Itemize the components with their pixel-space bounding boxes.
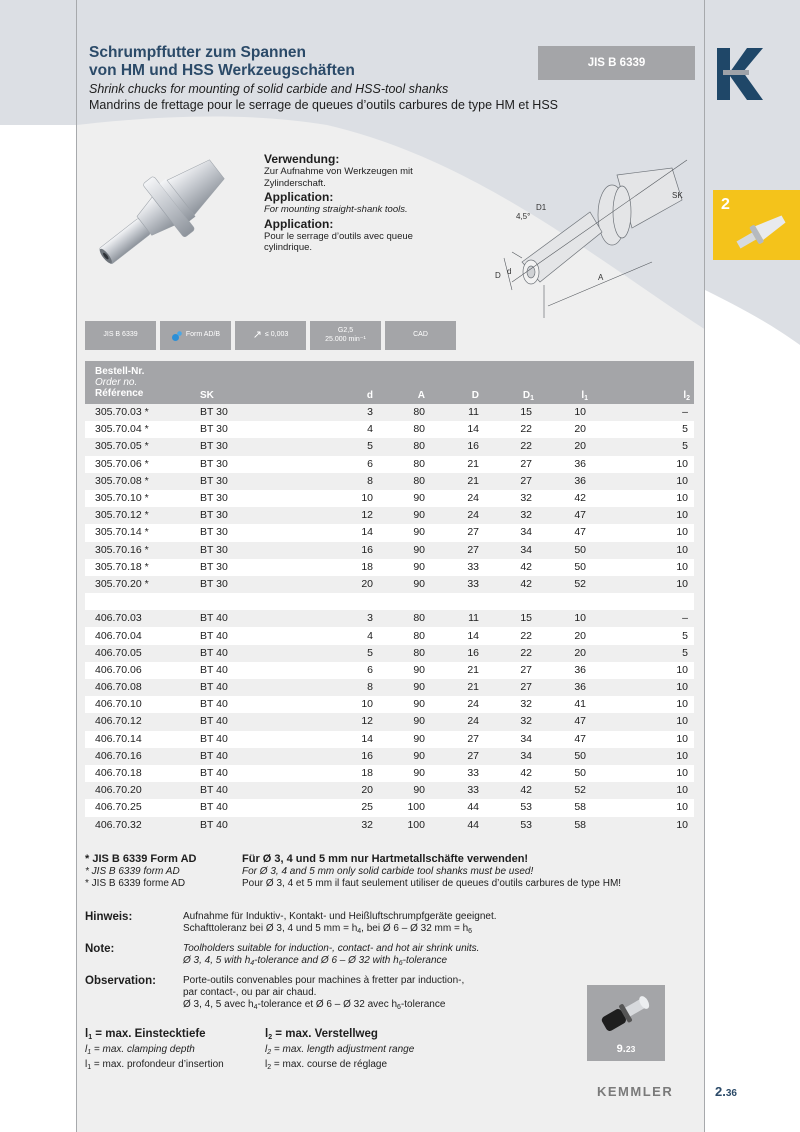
usage-heading-en: Application: (264, 190, 334, 204)
svg-text:SK: SK (672, 191, 683, 200)
note-de-text: Aufnahme für Induktiv-, Kontakt- und Heißluftschrumpfgeräte geeignet. Schafttoleranz bei Ø 3, 4 und 5 mm = $h_4$, bei Ø 6 – Ø 32 mm = $h_6$ (183, 911, 497, 935)
note-fr (85, 975, 565, 1014)
catalog-page (76, 0, 705, 1132)
reference-page: 9.23 (616, 1043, 636, 1055)
spec-chip-balance (310, 321, 381, 350)
header-order-fr: Référence (95, 388, 144, 399)
title-english: Shrink chucks for mounting of solid carbide and HSS-tool shanks (89, 82, 449, 96)
table-row: 406.70.12 BT 40 12 90 24 32 47 10 (85, 713, 694, 730)
table-row: 305.70.06 * BT 30 6 80 21 27 36 10 (85, 456, 694, 473)
usage-description (264, 152, 454, 255)
footnote-en-left: * JIS B 6339 form AD (85, 866, 180, 877)
spec-chip-standard (85, 321, 156, 350)
standard-badge: JIS B 6339 (538, 46, 695, 80)
header-d: d (366, 390, 373, 401)
footnote-fr-left: * JIS B 6339 forme AD (85, 878, 186, 889)
header-l2: $l_2$ (683, 390, 690, 402)
footnote-en-right: For Ø 3, 4 and 5 mm only solid carbide tool shanks must be used! (242, 866, 534, 877)
spec-runout-label: ≤ 0,003 (264, 331, 289, 339)
table-row: 406.70.14 BT 40 14 90 27 34 47 10 (85, 731, 694, 748)
spec-chip-cad[interactable] (385, 321, 456, 350)
runout-arrow-icon: ↗ (252, 329, 262, 342)
page-number: 2.36 (715, 1084, 737, 1099)
chapter-chuck-icon (731, 212, 791, 252)
pull-stud-icon (587, 985, 665, 1037)
table-row: 406.70.25 BT 40 25 100 44 53 58 10 (85, 799, 694, 816)
note-en (85, 943, 565, 970)
table-row: 406.70.32 BT 40 32 100 44 53 58 10 (85, 817, 694, 834)
specification-bar (85, 321, 456, 350)
header-order-no (95, 366, 144, 399)
table-row: 305.70.05 * BT 30 5 80 16 22 20 5 (85, 438, 694, 455)
brand-name: KEMMLER (597, 1084, 674, 1099)
left-margin (0, 0, 76, 1132)
table-body-bt40 (85, 610, 694, 833)
svg-text:D1: D1 (536, 203, 547, 212)
svg-text:d: d (507, 267, 512, 276)
technical-drawing (482, 150, 697, 320)
footnote-de-left: * JIS B 6339 Form AD (85, 853, 197, 865)
shrink-chuck-photo (85, 150, 235, 280)
spec-chip-runout (235, 321, 306, 350)
title-german-line2: von HM und HSS Werkzeugschäften (89, 62, 355, 79)
svg-text:4,5°: 4,5° (516, 212, 531, 221)
table-row: 305.70.08 * BT 30 8 80 21 27 36 10 (85, 473, 694, 490)
notes-section (85, 911, 565, 1019)
header-order-en: Order no. (95, 377, 138, 388)
header-order-de: Bestell-Nr. (95, 366, 145, 377)
pull-stud-reference[interactable] (587, 985, 665, 1061)
spec-standard-label: JIS B 6339 (103, 331, 138, 339)
product-table (85, 361, 694, 834)
table-header (85, 361, 694, 404)
footnote-fr-right: Pour Ø 3, 4 et 5 mm il faut seulement utiliser de queues d’outils carbures de type HM! (242, 878, 622, 889)
coolant-drops-icon (171, 330, 183, 342)
note-en-label: Note: (85, 943, 115, 955)
usage-heading-de: Verwendung: (264, 152, 340, 166)
table-group-spacer (85, 593, 694, 610)
side-navigation-strip (705, 0, 800, 1132)
note-fr-text: Porte-outils convenables pour machines à fretter par induction-, par contact-, ou par air chaud. Ø 3, 4, 5 avec $h_4$-tolerance et Ø 6 – Ø 32 avec $h_6$-tolerance (183, 975, 465, 1011)
page-title (89, 44, 609, 113)
footnote-de-right: Für Ø 3, 4 und 5 mm nur Hartmetallschäfte verwenden! (242, 853, 529, 865)
spec-chip-form (160, 321, 231, 350)
title-french: Mandrins de frettage pour le serrage de queues d’outils carbures de type HM et HSS (89, 98, 559, 112)
spec-balance-rpm: 25.000 min⁻¹ (325, 335, 366, 343)
legend-l2: $l_2 = \max$. Verstellweg $l_2 = \max$. length adjustment range $l_2 = \max$. course de réglage (265, 1028, 415, 1071)
table-row: 406.70.05 BT 40 5 80 16 22 20 5 (85, 645, 694, 662)
svg-text:A: A (598, 273, 604, 282)
table-row: 305.70.14 * BT 30 14 90 27 34 47 10 (85, 524, 694, 541)
header-A: A (417, 390, 425, 401)
kemmler-logo-icon (717, 48, 763, 100)
header-sk: SK (200, 390, 214, 401)
table-row: 406.70.06 BT 40 6 90 21 27 36 10 (85, 662, 694, 679)
table-row: 305.70.03 * BT 30 3 80 11 15 10 – (85, 404, 694, 421)
table-row: 305.70.10 * BT 30 10 90 24 32 42 10 (85, 490, 694, 507)
header-l1: $l_1$ (581, 390, 588, 402)
spec-form-label: Form AD/B (185, 331, 221, 339)
note-de-label: Hinweis: (85, 911, 133, 923)
note-de (85, 911, 565, 938)
table-row: 305.70.12 * BT 30 12 90 24 32 47 10 (85, 507, 694, 524)
usage-text-de: Zur Aufnahme von Werkzeugen mit Zylinderschaft. (264, 166, 413, 189)
usage-text-en: For mounting straight-shank tools. (264, 204, 408, 215)
legend-l1: $l_1 = \max$. Einstecktiefe $l_1 = \max$. clamping depth $l_1 = \max$. profondeur d’insertion (85, 1028, 224, 1071)
table-row: 305.70.20 * BT 30 20 90 33 42 52 10 (85, 576, 694, 593)
table-row: 406.70.04 BT 40 4 80 14 22 20 5 (85, 627, 694, 644)
table-row: 305.70.18 * BT 30 18 90 33 42 50 10 (85, 559, 694, 576)
table-body-bt30 (85, 404, 694, 593)
header-D: D (471, 390, 479, 401)
note-en-text: Toolholders suitable for induction-, contact- and hot air shrink units. Ø 3, 4, 5 with $h_4$-tolerance and Ø 6 – Ø 32 with $h_6$-tolerance (183, 943, 480, 967)
spec-balance-grade: G2,5 (337, 327, 354, 334)
table-row: 305.70.04 * BT 30 4 80 14 22 20 5 (85, 421, 694, 438)
left-margin-header-band (0, 0, 76, 125)
header-D1: $D_1$ (522, 390, 534, 402)
usage-heading-fr: Application: (264, 216, 334, 231)
table-row: 305.70.16 * BT 30 16 90 27 34 50 10 (85, 542, 694, 559)
table-row: 406.70.16 BT 40 16 90 27 34 50 10 (85, 748, 694, 765)
chapter-number: 2 (721, 196, 730, 213)
cad-label: CAD (413, 331, 428, 339)
table-row: 406.70.18 BT 40 18 90 33 42 50 10 (85, 765, 694, 782)
usage-text-fr: Pour le serrage d’outils avec queue cylindrique. (264, 230, 413, 253)
chapter-tab[interactable] (713, 190, 800, 260)
title-german-line1: Schrumpffutter zum Spannen (89, 44, 307, 61)
table-row: 406.70.08 BT 40 8 90 21 27 36 10 (85, 679, 694, 696)
svg-text:D: D (495, 271, 501, 280)
table-row: 406.70.03 BT 40 3 80 11 15 10 – (85, 610, 694, 627)
table-row: 406.70.20 BT 40 20 90 33 42 52 10 (85, 782, 694, 799)
note-fr-label: Observation: (85, 975, 156, 987)
table-row: 406.70.10 BT 40 10 90 24 32 41 10 (85, 696, 694, 713)
